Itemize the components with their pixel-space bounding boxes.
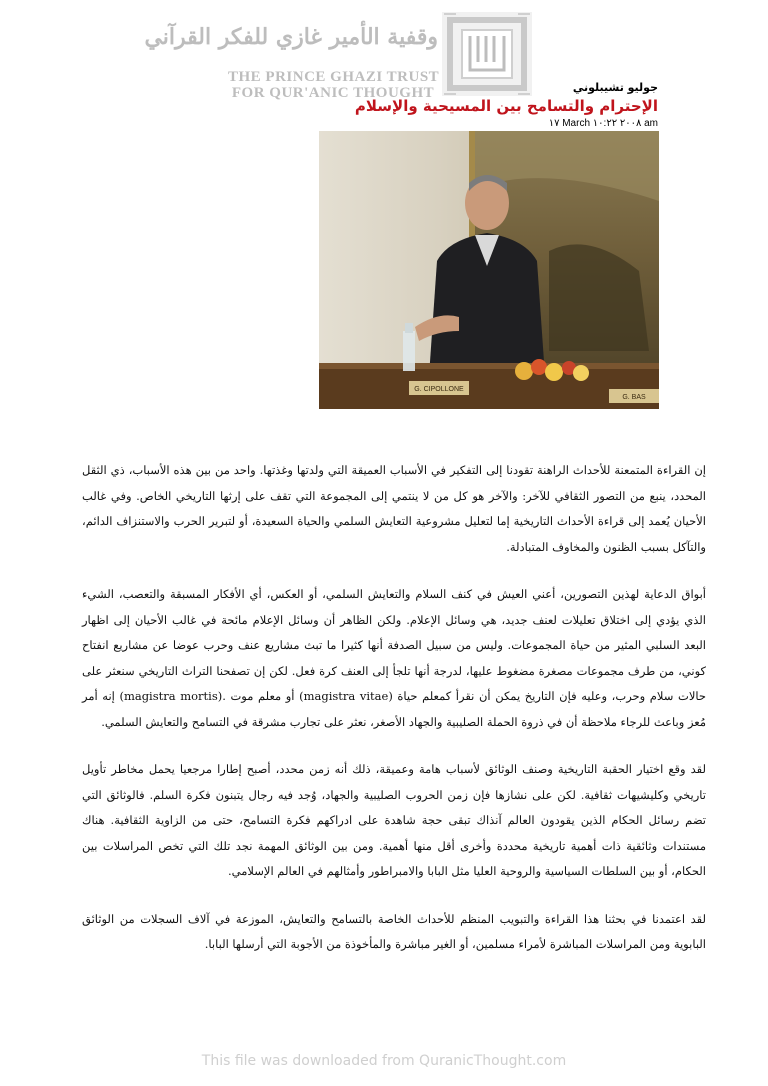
logo-english-line-2: FOR QUR'ANIC THOUGHT: [231, 85, 435, 101]
nameplate-1: G. CIPOLLONE: [414, 386, 464, 393]
site-logo: [144, 10, 540, 102]
article-date: ١٧ March ٢٠٠٨ ١٠:٢٢ am: [548, 118, 658, 129]
speaker-photo: [319, 131, 659, 409]
paragraph: لقد اعتمدنا في بحثنا هذا القراءة والتبويب المنظم للأحداث الخاصة بالتسامح والتعايش، الموزعة في آلاف السجلات من الوثائق البابوية ومن المراسلات المباشرة لأمراء مسلمين، أو الغير مباشرة والمأخوذة من الأجوبة التي أرسلها البابا.: [82, 911, 706, 951]
paragraph: أبواق الدعاية لهذين التصورين، أعني العيش في كنف السلام والتعايش السلمي، أو العكس، أي الأفكار المسبقة والتعصب، الشيء الذي يؤدي إلى اختلاق تعليلات لعنف جديد، هي وسائل الإعلام. ولكن الظاهر أن وسائل الإعلام مائحة في غالب الأحيان إلى اظهار البعد السلبي المثير من حياة المجموعات. وليس من سبيل الصدفة أنها كثيرا ما تبث مشاريع عنف وحرب عوضا عن مشاريع انفتاح كوني، من طرف مجموعات مصغرة مضغوط عليها، لدرجة أنها تلجأ إلى العنف كرة فعل. لكن إن تصفحنا التراث التاريخي سنعثر على حالات سلام وحرب، وعليه فإن التاريخ يمكن أن نقرأ كمعلم حياة (magistra vitae) أو معلم موت .(magistra mortis) إنه أمر مُعز وباعث للرجاء ملاحظة أن في ذروة الحملة الصليبية والجهاد الأصغر، نعثر على تجارب مشرقة في التسامح والتعايش السلمي.: [82, 587, 707, 729]
paragraph: لقد وقع اختيار الحقبة التاريخية وصنف الوثائق لأسباب هامة وعميقة، ذلك أنه زمن محدد، أصبح إطارا مرجعيا يحمل مخاطر تأويل تاريخي وكليشيهات ثقافية. لكن على نشازها فإن زمن الحروب الصليبية والجهاد، وُجد فيه رجال يتبنون فكرة السلم. فالوثائق التي تضم رسائل الحكام الذين يقودون العالم آنذاك تبقى حجة شاهدة على ادراكهم فكرة التسامح، حتى من الزاوية الثقافية. هناك مستندات وثائقية ذات أهمية تاريخية محددة وأخرى أقل منها أهمية. ومن بين الوثائق المهمة نجد تلك التي تخص المراسلات بين الحكام، أو بين السلطات السياسية والروحية العليا مثل البابا والامبراطور وأمثالهم في العالم الإسلامي.: [82, 762, 706, 878]
kufic-emblem-icon: [442, 12, 532, 96]
download-footer: This file was downloaded from QuranicThought.com: [201, 1053, 567, 1069]
paragraph: إن القراءة المتمعنة للأحداث الراهنة تقودنا إلى التفكير في الأسباب العميقة التي ولدتها وغذتها. واحد من بين هذه الأسباب، ذي الثقل المحدد، ينبع من التصور الثقافي للآخر: والآخر هو كل من لا ينتمي إلى المجموعة التي تقف على إرثها التاريخي الخاص. وفي غالب الأحيان يُعمد إلى قراءة الأحداث التاريخية إما لتعليل مشروعية التعايش السلمي والحياة السعيدة، أو لتبرير الحرب والاستنزاف الدائم، والتآكل بسبب الظنون والمخاوف المتبادلة.: [82, 463, 706, 554]
article-title: الإحترام والتسامح بين المسيحية والإسلام: [354, 97, 658, 115]
logo-english-line-1: THE PRINCE GHAZI TRUST: [228, 69, 440, 85]
nameplate-2: G. BAS: [622, 394, 646, 401]
article-body: [82, 458, 706, 980]
article-author: جوليو تشيبلوني: [572, 81, 658, 94]
logo-arabic-name: وقفية الأمير غازي للفكر القرآني: [144, 24, 438, 50]
